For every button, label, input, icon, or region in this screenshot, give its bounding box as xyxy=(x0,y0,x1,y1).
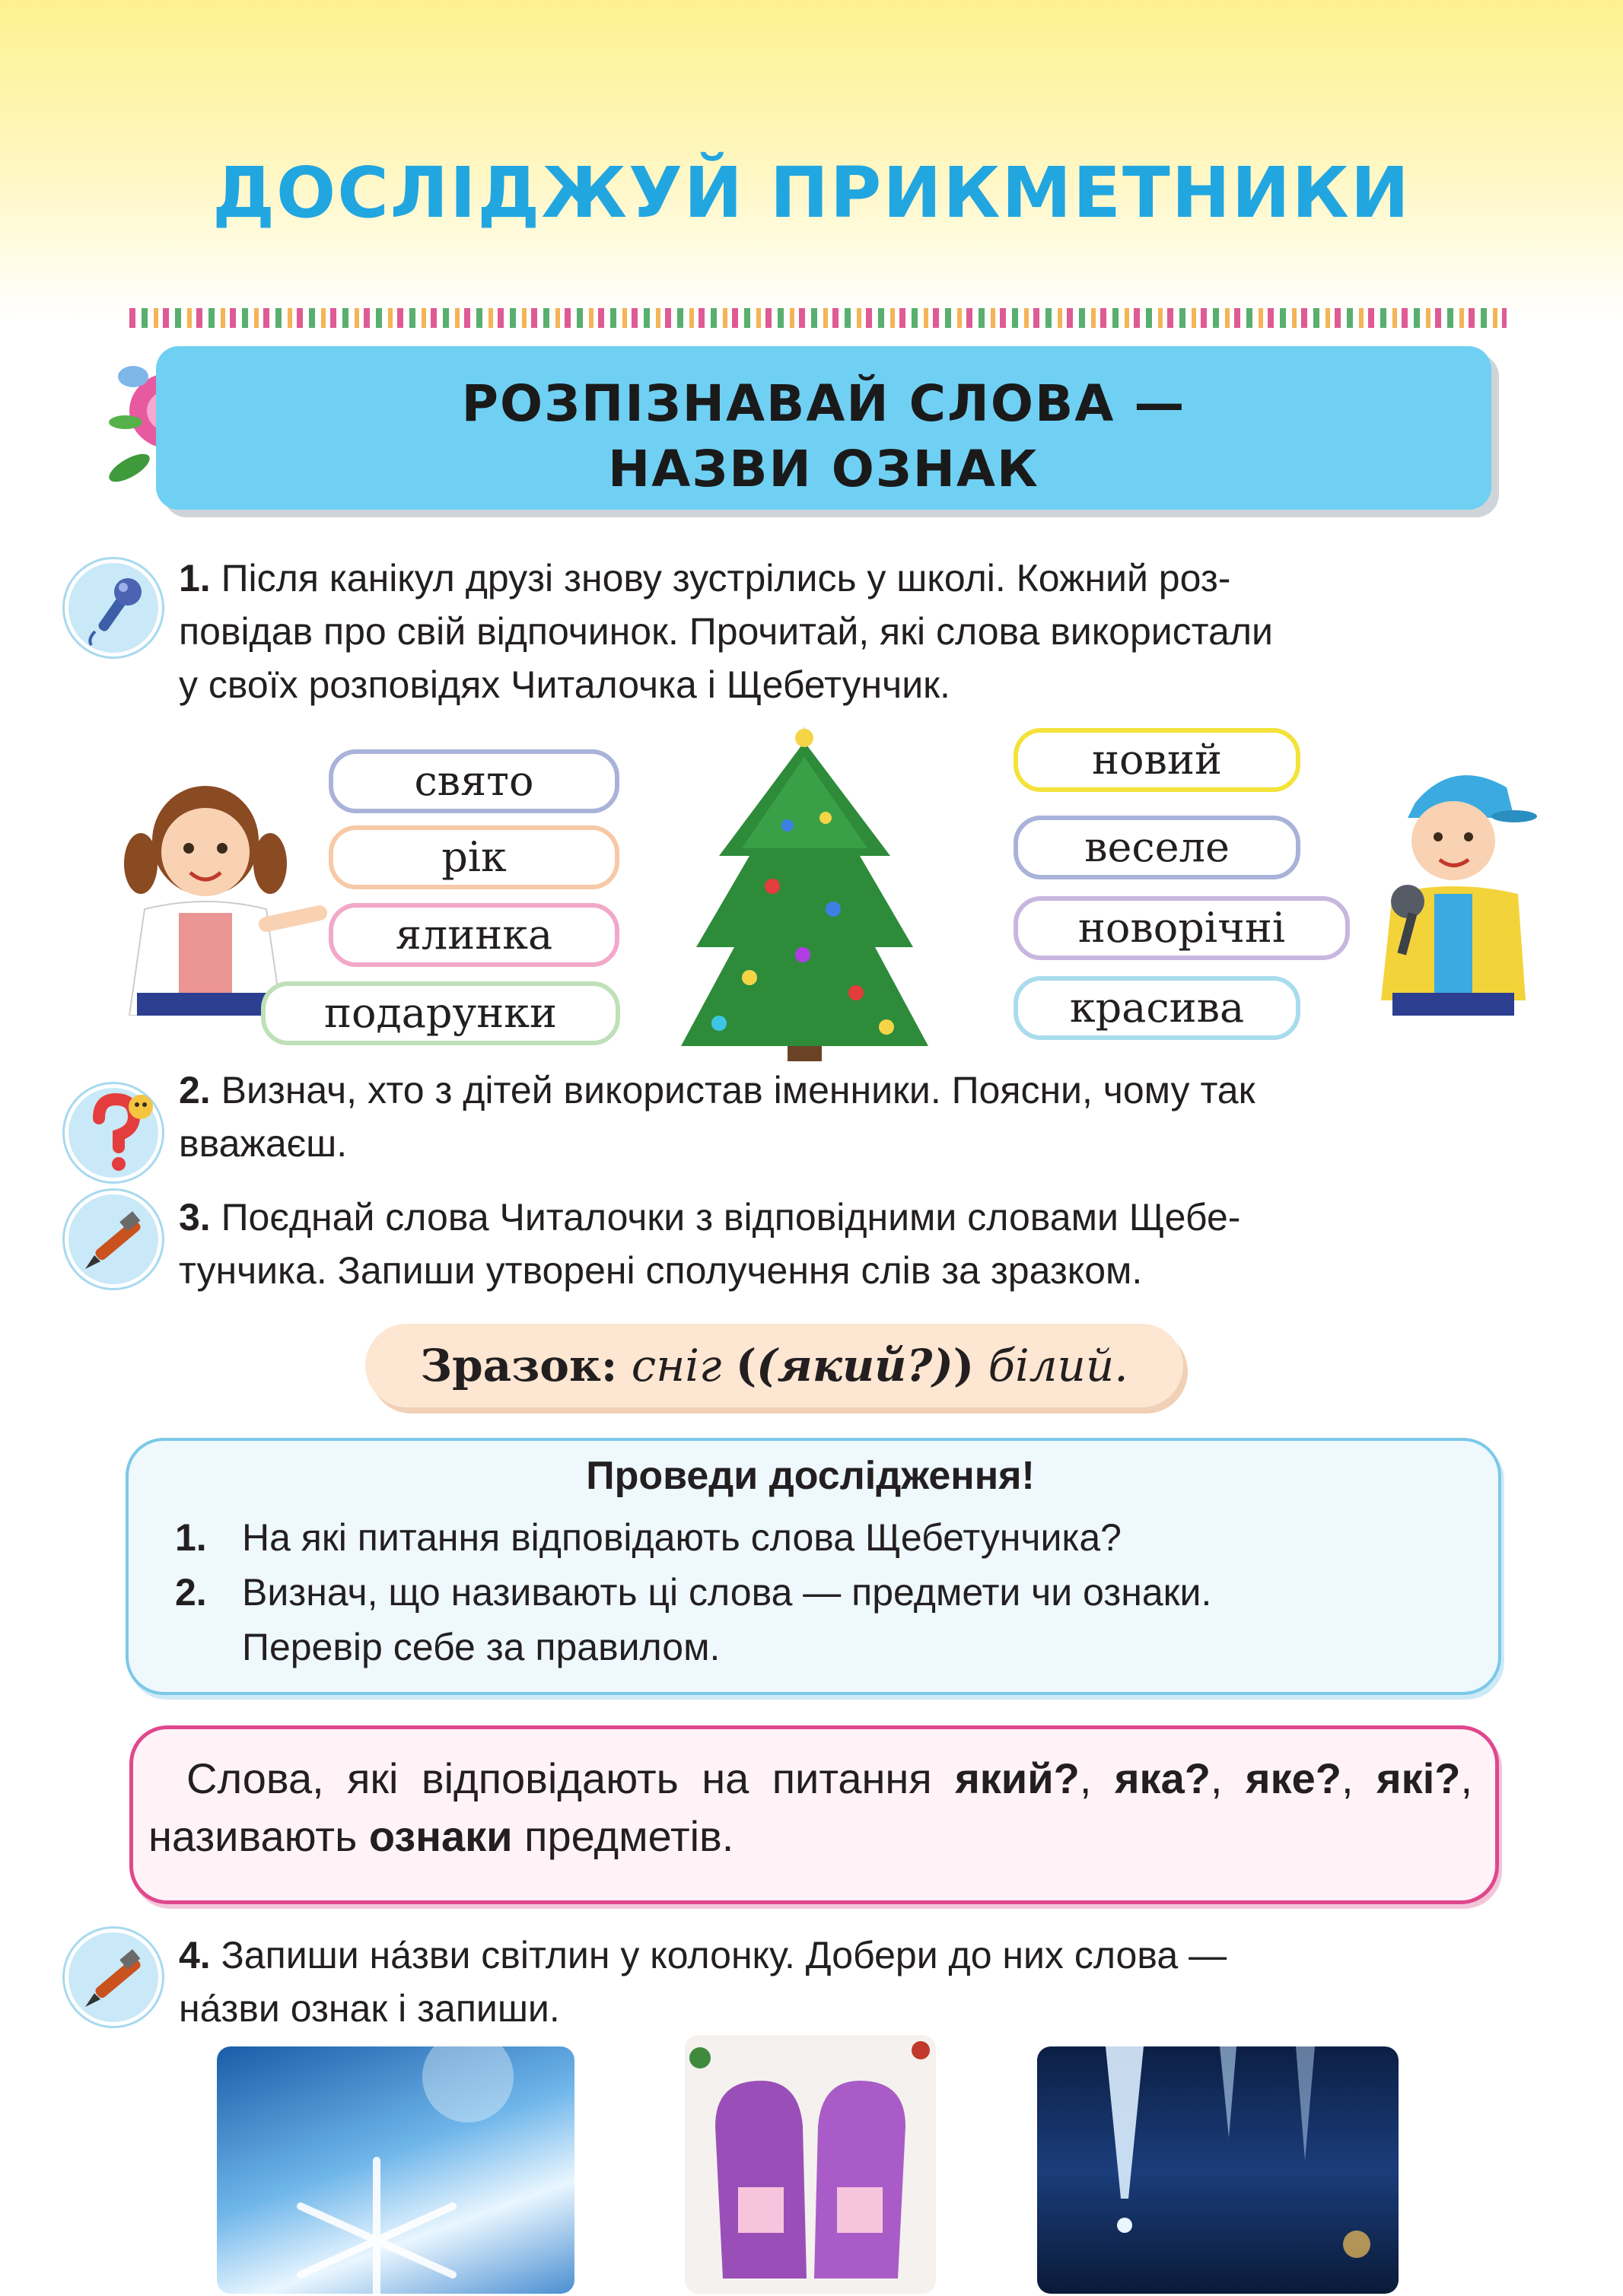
example-question: ((який?)) xyxy=(735,1340,975,1391)
ornament-divider xyxy=(129,308,1507,328)
right-word-3: новорічні xyxy=(1014,896,1350,960)
right-word-4: красива xyxy=(1014,976,1300,1040)
girl-character xyxy=(91,772,327,1016)
example-noun: сніг xyxy=(631,1340,722,1391)
example-label: Зразок: xyxy=(420,1340,618,1391)
left-word-1: свято xyxy=(329,749,619,813)
page-title: ДОСЛІДЖУЙ ПРИКМЕТНИКИ xyxy=(212,152,1411,234)
task4 xyxy=(179,1929,1503,2035)
task4-line2: на́зви ознак і запиши. xyxy=(179,1987,560,2030)
example-adjective: білий. xyxy=(988,1340,1128,1391)
christmas-tree-image xyxy=(673,727,936,1061)
rule-text: Слова, які відповідають на питання який?, яка?, яке?, які?, називають ознаки предметів. xyxy=(148,1754,1473,1860)
pen-icon xyxy=(68,1194,158,1284)
boy-character xyxy=(1362,757,1537,1016)
task2-line2: вважаєш. xyxy=(179,1122,348,1165)
task2 xyxy=(179,1064,1503,1170)
task-number: 4. xyxy=(179,1934,211,1976)
task1-line1: 1. Після канікул друзі знову зустрілись у школі. Кожний роз- xyxy=(179,557,1231,599)
left-word-3: ялинка xyxy=(329,903,619,967)
research-title: Проведи дослідження! xyxy=(586,1454,1035,1498)
task4-line1: 4. Запиши на́зви світлин у колонку. Добери до них слова — xyxy=(179,1934,1227,1976)
task1-line2: повідав про свій відпочинок. Прочитай, які слова використали xyxy=(179,610,1273,653)
task2-line1: 2. Визнач, хто з дітей використав іменники. Поясни, чому так xyxy=(179,1069,1255,1111)
example-box xyxy=(365,1324,1183,1407)
task-number: 2. xyxy=(179,1069,211,1111)
task2-badge xyxy=(65,1084,162,1181)
right-word-2: веселе xyxy=(1014,816,1300,879)
research-item-1: 1. На які питання відповідають слова Щебетунчика? xyxy=(175,1516,1122,1559)
left-word-2: рік xyxy=(329,825,619,889)
mittens-photo xyxy=(685,2035,936,2294)
right-word-1: новий xyxy=(1014,728,1300,792)
task3-badge xyxy=(65,1191,162,1288)
microphone-icon xyxy=(68,563,158,653)
task1-badge xyxy=(65,559,162,657)
task3-line2: тунчика. Запиши утворені сполучення слів за зразком. xyxy=(179,1249,1143,1292)
research-item-2: 2. Визнач, що називають ці слова — предмети чи ознаки. Перевір себе за правилом. xyxy=(175,1565,1469,1674)
task4-badge xyxy=(65,1929,162,2026)
task3-line1: 3. Поєднай слова Читалочки з відповідними словами Щебе- xyxy=(179,1196,1241,1239)
icicles-photo xyxy=(1037,2046,1399,2294)
question-mark-icon xyxy=(68,1088,158,1178)
section-title: РОЗПІЗНАВАЙ СЛОВА — НАЗВИ ОЗНАК xyxy=(461,374,1186,498)
task1-line3: у своїх розповідях Читалочка і Щебетунчик. xyxy=(179,663,950,706)
research-item-2-line2: Перевір себе за правилом. xyxy=(242,1626,721,1668)
snowflake-photo xyxy=(217,2046,574,2294)
task-number: 1. xyxy=(179,557,211,599)
pen-icon xyxy=(68,1932,158,2022)
task-number: 3. xyxy=(179,1196,211,1239)
task3 xyxy=(179,1191,1503,1297)
left-word-4: подарунки xyxy=(261,981,620,1045)
task1 xyxy=(179,552,1503,711)
